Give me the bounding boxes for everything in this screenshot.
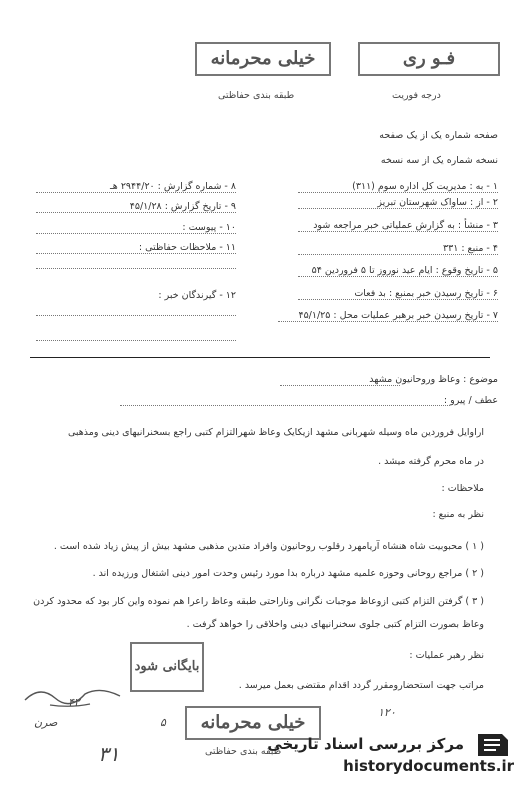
source-view-label: نظر به منبع :	[432, 509, 484, 520]
point-2: ( ۲ ) مراجع روحانی وحوزه علمیه مشهد درباره بدا مورد رئیس وحدت امور دینی اشتغال ورزیده اند .	[92, 568, 484, 579]
recipients-field: ۱۲ - گیرندگان خبر :	[158, 290, 236, 301]
handwritten-note: ۴۲	[68, 696, 80, 709]
archive-stamp: بایگانی شود	[130, 642, 204, 692]
security-notes-field: ۱۱ - ملاحظات حفاظتی :	[36, 242, 236, 254]
reference-dots	[120, 405, 450, 406]
handwritten-note: ۳۱	[98, 742, 120, 766]
blank-line	[36, 268, 236, 269]
point-3b: وعاظ بصورت التزام کتبی جلوی سخنرانیهای دینی واخلاقی را خواهد گرفت .	[186, 619, 484, 630]
attachment-field: ۱۰ - پیوست :	[36, 222, 236, 234]
origin-field: ۳ - منشأ : به گزارش عملیاتی خبر مراجعه شود	[298, 220, 498, 232]
section-divider	[30, 357, 490, 358]
point-3a: ( ۳ ) گرفتن التزام کتبی ازوعاظ موجبات نگرانی وناراحتی طبقه وعاظ راعرا هم نموده واین کار بود که محدود کردن	[33, 596, 484, 607]
watermark-title: مرکز بررسی اسناد تاریخی	[267, 735, 464, 753]
copy-number-field: نسخه شماره یک از سه نسخه	[380, 155, 498, 166]
page-number-field: صفحه شماره یک از یک صفحه	[379, 130, 498, 141]
leader-view-label: نظر رهبر عملیات :	[409, 650, 484, 661]
handwritten-note: ۵	[160, 716, 166, 729]
urgency-stamp: فـو ری	[358, 42, 500, 76]
handwritten-note: صرن	[34, 716, 58, 729]
source-field: ۴ - منبع : ۳۳۱	[298, 243, 498, 255]
point-1: ( ۱ ) محبوبیت شاه هنشاه آریامهرد رقلوب روحانیون وافراد متدین مذهبی مشهد بیش از پیش زیاد شده است .	[53, 541, 484, 552]
subject-dots	[280, 385, 400, 386]
watermark-url: historydocuments.ir	[343, 757, 514, 775]
leader-view: مراتب جهت استحضارومقرر گردد اقدام مقتضی بعمل میرسد .	[238, 680, 484, 691]
unit-receipt-date-field: ۷ - تاریخ رسیدن خبر برهبر عملیات محل : ۴۵/۱/۲۵	[278, 310, 498, 322]
body-intro-2: در ماه محرم گرفته میشد .	[378, 456, 484, 467]
classification-caption-bottom: طبقه بندی حفاظتی	[205, 746, 282, 757]
event-date-field: ۵ - تاریخ وقوع : ایام عید نوروز تا ۵ فروردین ۵۴	[298, 265, 498, 277]
classification-stamp-bottom: خیلی محرمانه	[185, 706, 321, 740]
classification-stamp: خیلی محرمانه	[195, 42, 331, 76]
reference-line: عطف / پیرو :	[443, 395, 498, 406]
to-field: ۱ - به : مدیریت کل اداره سوم (۳۱۱)	[298, 181, 498, 193]
handwritten-note: ۱۲۰	[378, 706, 396, 719]
archive-logo-icon	[472, 730, 512, 760]
remarks-label: ملاحظات :	[441, 483, 484, 494]
urgency-caption: درجه فوریت	[392, 90, 441, 101]
blank-line	[36, 315, 236, 316]
subject-line: موضوع : وعاظ وروحانیون مشهد	[369, 374, 498, 385]
blank-line	[36, 340, 236, 341]
report-date-field: ۹ - تاریخ گزارش : ۴۵/۱/۲۸	[36, 201, 236, 213]
classification-caption: طبقه بندی حفاظتی	[218, 90, 295, 101]
from-field: ۲ - از : ساواک شهرستان تبریز	[298, 197, 498, 209]
body-intro: اراوایل فروردین ماه وسیله شهربانی مشهد ازیکایک وعاظ شهرالتزام کتبی راجع بسخنرانیهای دینی ومذهبی	[68, 427, 484, 438]
receipt-date-field: ۶ - تاریخ رسیدن خبر بمنبع : بد فعات	[298, 288, 498, 300]
report-number-field: ۸ - شماره گزارش : ۲۹۴۴/۲۰ هـ	[36, 181, 236, 193]
